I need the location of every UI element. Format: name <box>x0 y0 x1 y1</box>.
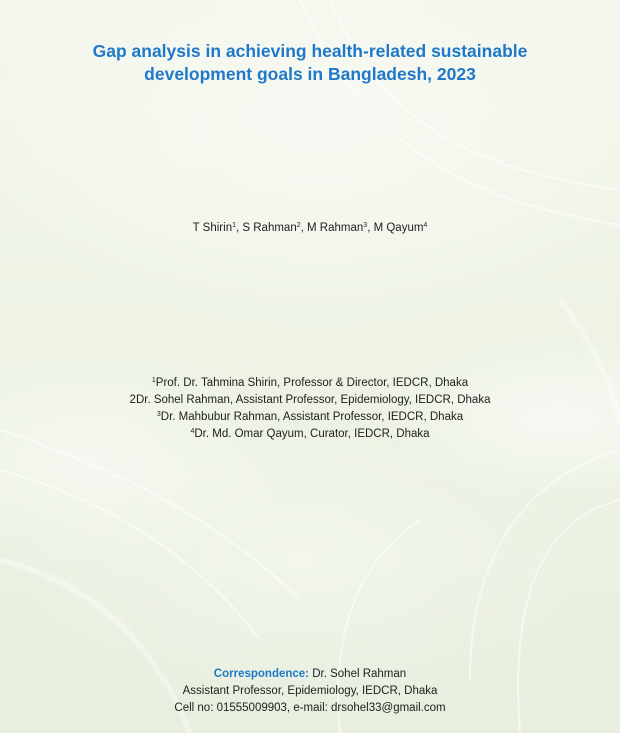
author-name: M Qayum <box>373 222 424 234</box>
affiliation-text: Dr. Mahbubur Rahman, Assistant Professor, IEDCR, Dhaka <box>160 411 464 423</box>
document-title <box>0 40 620 86</box>
affiliation-item <box>0 392 620 409</box>
title-line-2: development goals in Bangladesh, 2023 <box>144 64 476 84</box>
affiliation-mark: 4 <box>190 428 195 435</box>
affiliation-item <box>0 409 620 426</box>
correspondence-position: Assistant Professor, Epidemiology, IEDCR, Dhaka <box>182 685 438 697</box>
affiliation-text: Dr. Sohel Rahman, Assistant Professor, Epidemiology, IEDCR, Dhaka <box>135 394 491 406</box>
affiliation-text: Dr. Md. Omar Qayum, Curator, IEDCR, Dhaka <box>194 428 430 440</box>
affiliation-mark: 2 <box>129 394 136 406</box>
author-mark: 3 <box>363 222 368 229</box>
correspondence-block <box>0 666 620 717</box>
correspondence-line <box>0 666 620 683</box>
affiliation-list <box>0 375 620 443</box>
affiliation-item <box>0 426 620 443</box>
author-separator: , <box>236 222 243 234</box>
author-name: T Shirin <box>192 222 233 234</box>
affiliation-item <box>0 375 620 392</box>
author-name: S Rahman <box>242 222 297 234</box>
affiliation-mark: 3 <box>156 411 161 418</box>
author-name: M Rahman <box>307 222 364 234</box>
author-mark: 4 <box>423 222 428 229</box>
author-mark: 2 <box>296 222 301 229</box>
author-list <box>0 220 620 236</box>
author-separator: , <box>300 222 308 234</box>
correspondence-name: Dr. Sohel Rahman <box>309 668 407 680</box>
affiliation-text: Prof. Dr. Tahmina Shirin, Professor & Director, IEDCR, Dhaka <box>155 377 469 389</box>
affiliation-mark: 1 <box>151 377 156 384</box>
title-line-1: Gap analysis in achieving health-related sustainable <box>92 41 528 61</box>
correspondence-contact: Cell no: 01555009903, e-mail: drsohel33@gmail.com <box>174 702 446 714</box>
author-mark: 1 <box>232 222 236 229</box>
author-separator: , <box>367 222 374 234</box>
correspondence-label: Correspondence: <box>213 668 310 680</box>
